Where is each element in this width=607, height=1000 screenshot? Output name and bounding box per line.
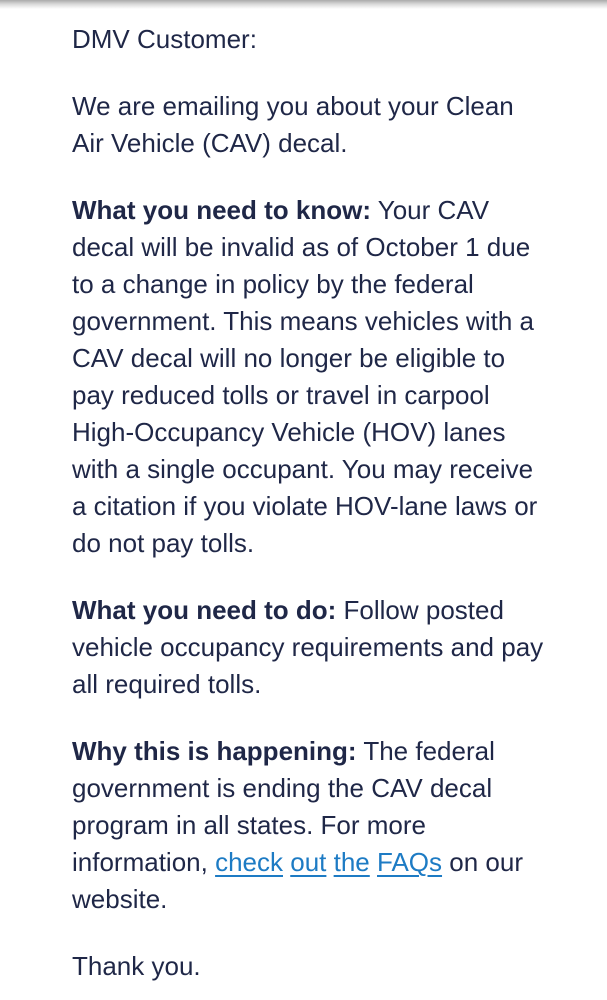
body-text-run: Follow posted vehicle occupancy requirements and pay all required tolls. xyxy=(72,595,544,699)
faq-link[interactable] xyxy=(215,847,442,877)
need-to-know-paragraph xyxy=(72,192,549,562)
why-happening-paragraph xyxy=(72,733,549,918)
body-text-run: The federal government is ending the CAV decal program in all states. For more information, xyxy=(72,736,495,877)
body-text-run: Your CAV decal will be invalid as of October 1 due to a change in policy by the federal government. This means vehicles with a CAV decal will no longer be eligible to pay reduced tolls or travel in carpool High-Occupancy Vehicle (HOV) lanes with a single occupant. You may receive a citation if you violate HOV-lane laws or do not pay tolls. xyxy=(72,195,538,558)
body-text-run: Thank you. xyxy=(72,951,201,981)
bold-lead-in-text: What you need to know: xyxy=(72,195,371,225)
faq-link-word[interactable]: out xyxy=(290,847,327,877)
closing-paragraph xyxy=(72,948,549,985)
greeting-paragraph xyxy=(72,21,549,58)
faq-link-word[interactable]: the xyxy=(333,847,370,877)
top-edge-shadow xyxy=(0,0,607,9)
body-text-run: on our website. xyxy=(72,847,523,914)
bold-lead-in-text: What you need to do: xyxy=(72,595,337,625)
intro-paragraph xyxy=(72,88,549,162)
email-message-body xyxy=(72,21,549,985)
faq-link-word[interactable]: check xyxy=(215,847,283,877)
bold-lead-in-text: Why this is happening: xyxy=(72,736,357,766)
faq-link-word[interactable]: FAQs xyxy=(377,847,443,877)
body-text-run: DMV Customer: xyxy=(72,24,257,54)
need-to-do-paragraph xyxy=(72,592,549,703)
body-text-run: We are emailing you about your Clean Air Vehicle (CAV) decal. xyxy=(72,91,514,158)
